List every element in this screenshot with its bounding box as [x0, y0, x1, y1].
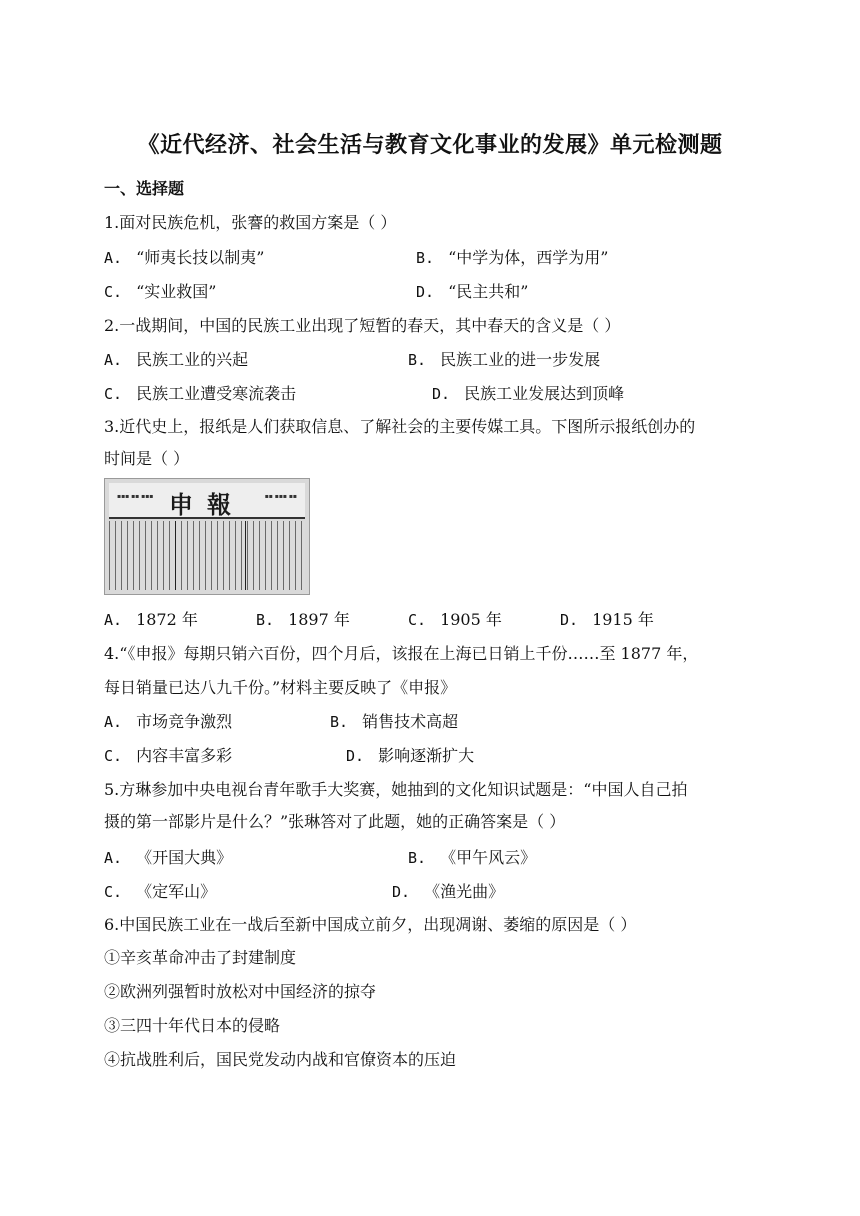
option-text: “中学为体，西学为用”	[448, 248, 609, 267]
option-text: 内容丰富多彩	[136, 746, 233, 765]
question-3-stem-line-1: 3.近代史上，报纸是人们获取信息、了解社会的主要传媒工具。下图所示报纸创办的	[104, 417, 696, 436]
option-text: “民主共和”	[448, 282, 529, 301]
option-letter: D.	[560, 611, 579, 629]
question-4-option-b	[330, 709, 458, 732]
column-rule	[245, 521, 246, 590]
option-text: 市场竞争激烈	[136, 712, 233, 731]
masthead-title: 申報	[169, 490, 245, 519]
page-title: 《近代经济、社会生活与教育文化事业的发展》单元检测题	[137, 133, 723, 158]
question-6-stem: 6.中国民族工业在一战后至新中国成立前夕，出现凋谢、萎缩的原因是（ ）	[104, 915, 637, 934]
option-letter: D.	[416, 283, 435, 301]
option-text: 民族工业的进一步发展	[440, 350, 601, 369]
option-letter: B.	[330, 713, 349, 731]
masthead-side-print-left: ▪▪▪ ▪▪ ▪▪▪	[117, 493, 154, 500]
option-letter: B.	[416, 249, 435, 267]
option-letter: C.	[104, 283, 123, 301]
question-1-option-b	[416, 245, 608, 268]
option-text: 《开国大典》	[136, 848, 233, 867]
option-letter: B.	[408, 849, 427, 867]
question-6-item-4: ④抗战胜利后，国民党发动内战和官僚资本的压迫	[104, 1050, 457, 1069]
newspaper-text-columns	[109, 521, 305, 590]
question-2-option-b	[408, 347, 600, 370]
question-3-option-c	[408, 607, 502, 630]
option-text: 1905 年	[440, 610, 502, 629]
section-heading: 一、选择题	[104, 179, 185, 198]
option-text: 1897 年	[288, 610, 350, 629]
option-letter: A.	[104, 713, 123, 731]
option-letter: A.	[104, 849, 123, 867]
option-text: 《甲午风云》	[440, 848, 537, 867]
question-1-option-c	[104, 279, 216, 302]
option-text: 民族工业遭受寒流袭击	[136, 384, 297, 403]
question-4-option-a	[104, 709, 232, 732]
newspaper-masthead	[109, 483, 305, 519]
option-letter: C.	[104, 747, 123, 765]
question-6-item-3: ③三四十年代日本的侵略	[104, 1016, 281, 1035]
question-1-option-d	[416, 279, 528, 302]
question-4-option-d	[346, 743, 474, 766]
question-5-option-c	[104, 879, 216, 902]
option-letter: B.	[408, 351, 427, 369]
question-4-stem-line-2: 每日销量已达八九千份。”材料主要反映了《申报》	[104, 678, 457, 697]
question-5-option-a	[104, 845, 232, 868]
question-2-stem: 2.一战期间，中国的民族工业出现了短暂的春天，其中春天的含义是（ ）	[104, 316, 621, 335]
question-2-option-d	[432, 381, 624, 404]
question-4-stem-line-1: 4.“《申报》每期只销六百份，四个月后，该报在上海已日销上千份……至 1877 年，	[104, 644, 699, 663]
question-5-option-d	[392, 879, 504, 902]
option-text: “师夷长技以制夷”	[136, 248, 265, 267]
column-rule	[175, 521, 176, 590]
option-text: 销售技术高超	[362, 712, 459, 731]
option-text: 《定军山》	[136, 882, 217, 901]
question-5-stem-line-1: 5.方琳参加中央电视台青年歌手大奖赛，她抽到的文化知识试题是：“中国人自己拍	[104, 780, 688, 799]
question-6-item-1: ①辛亥革命冲击了封建制度	[104, 948, 297, 967]
question-3-option-b	[256, 607, 350, 630]
question-6-item-2: ②欧洲列强暂时放松对中国经济的掠夺	[104, 982, 377, 1001]
option-letter: C.	[104, 385, 123, 403]
question-5-option-b	[408, 845, 536, 868]
question-3-option-a	[104, 607, 198, 630]
option-text: 1872 年	[136, 610, 198, 629]
option-letter: D.	[432, 385, 451, 403]
question-5-stem-line-2: 摄的第一部影片是什么？”张琳答对了此题，她的正确答案是（ ）	[104, 812, 566, 831]
question-2-option-c	[104, 381, 296, 404]
option-text: 影响逐渐扩大	[378, 746, 475, 765]
option-text: 《渔光曲》	[424, 882, 505, 901]
option-text: 民族工业发展达到顶峰	[464, 384, 625, 403]
option-letter: C.	[408, 611, 427, 629]
option-letter: A.	[104, 611, 123, 629]
option-letter: D.	[346, 747, 365, 765]
option-text: “实业救国”	[136, 282, 217, 301]
option-text: 民族工业的兴起	[136, 350, 249, 369]
question-1-stem: 1.面对民族危机，张謇的救国方案是（ ）	[104, 213, 397, 232]
masthead-side-print-right: ▪▪ ▪▪▪ ▪▪	[264, 493, 297, 500]
question-1-option-a	[104, 245, 264, 268]
option-letter: D.	[392, 883, 411, 901]
shenbao-newspaper-image	[104, 478, 310, 595]
option-letter: C.	[104, 883, 123, 901]
option-letter: A.	[104, 249, 123, 267]
question-3-option-d	[560, 607, 654, 630]
option-text: 1915 年	[592, 610, 654, 629]
question-2-option-a	[104, 347, 248, 370]
option-letter: B.	[256, 611, 275, 629]
question-3-stem-line-2: 时间是（ ）	[104, 449, 190, 468]
option-letter: A.	[104, 351, 123, 369]
question-4-option-c	[104, 743, 232, 766]
